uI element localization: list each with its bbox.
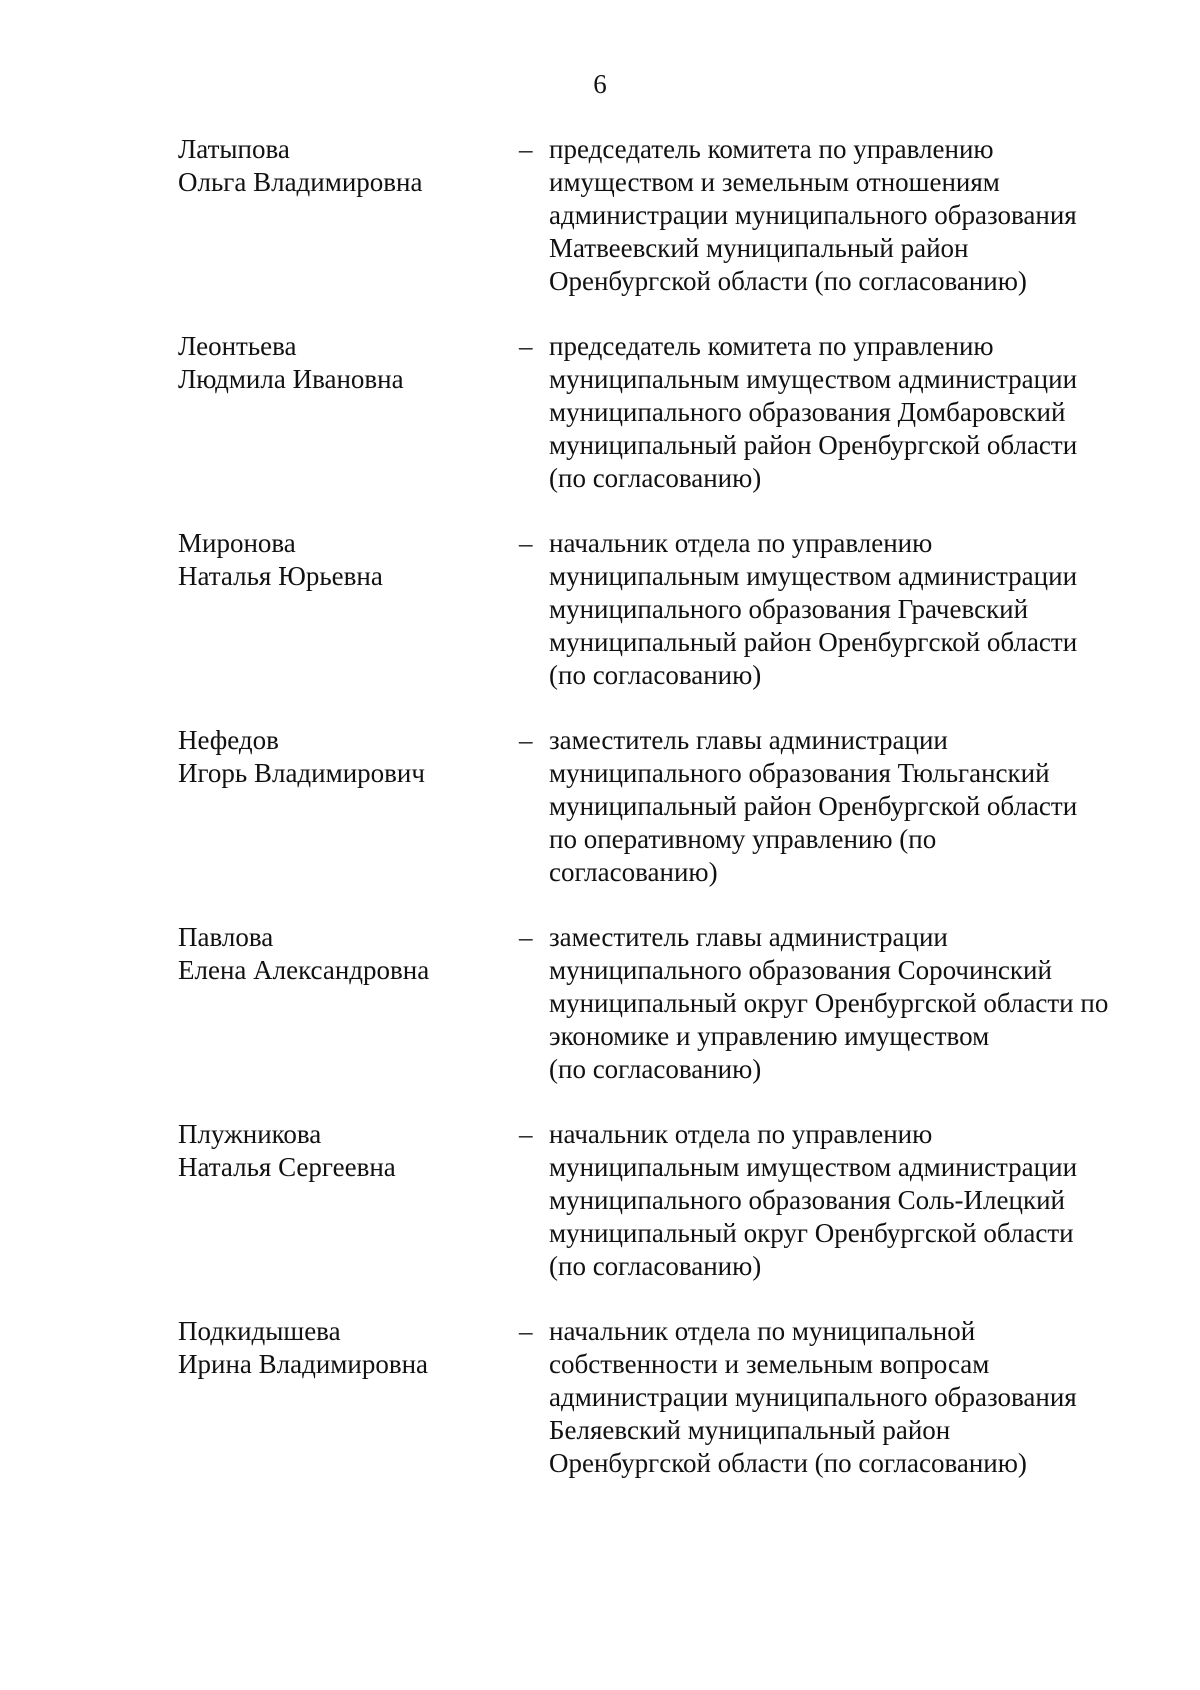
member-name	[178, 1118, 498, 1184]
role-line: заместитель главы администрации	[549, 725, 948, 755]
member-entry	[0, 1315, 1200, 1512]
dash-separator: –	[519, 922, 533, 952]
role-line: имуществом и земельным отношениям	[549, 167, 1000, 197]
role-line: муниципального образования Грачевский	[549, 594, 1029, 624]
member-surname: Плужникова	[178, 1119, 322, 1149]
member-entry	[0, 527, 1200, 724]
role-line: Оренбургской области (по согласованию)	[549, 1448, 1027, 1478]
member-surname: Латыпова	[178, 134, 290, 164]
member-name	[178, 527, 498, 593]
role-line: муниципальный район Оренбургской области	[549, 430, 1078, 460]
member-given-names: Елена Александровна	[178, 955, 430, 985]
member-role	[549, 724, 1149, 889]
member-entry	[0, 921, 1200, 1118]
member-surname: Леонтьева	[178, 331, 297, 361]
member-role	[549, 1315, 1149, 1480]
role-line: Матвеевский муниципальный район	[549, 233, 969, 263]
page-number: 6	[593, 69, 607, 99]
role-line: муниципальный округ Оренбургской области	[549, 1218, 1074, 1248]
role-line: Оренбургской области (по согласованию)	[549, 266, 1027, 296]
role-line: муниципальным имуществом администрации	[549, 561, 1078, 591]
member-surname: Нефедов	[178, 725, 279, 755]
member-given-names: Наталья Юрьевна	[178, 561, 383, 591]
dash-separator: –	[519, 331, 533, 361]
member-given-names: Наталья Сергеевна	[178, 1152, 396, 1182]
member-entry	[0, 724, 1200, 921]
role-line: муниципального образования Домбаровский	[549, 397, 1066, 427]
role-line: муниципального образования Соль-Илецкий	[549, 1185, 1065, 1215]
role-line: (по согласованию)	[549, 463, 762, 493]
role-line: муниципальный район Оренбургской области	[549, 627, 1078, 657]
member-entry	[0, 1118, 1200, 1315]
role-line: по оперативному управлению (по	[549, 824, 937, 854]
role-line: заместитель главы администрации	[549, 922, 948, 952]
dash-separator: –	[519, 528, 533, 558]
dash-separator: –	[519, 725, 533, 755]
role-line: (по согласованию)	[549, 1054, 762, 1084]
member-name	[178, 133, 498, 199]
role-line: экономике и управлению имуществом	[549, 1021, 990, 1051]
member-entry	[0, 330, 1200, 527]
member-name	[178, 921, 498, 987]
role-line: администрации муниципального образования	[549, 1382, 1077, 1412]
dash-separator: –	[519, 1119, 533, 1149]
member-surname: Миронова	[178, 528, 296, 558]
role-line: Беляевский муниципальный район	[549, 1415, 951, 1445]
dash-separator: –	[519, 134, 533, 164]
member-given-names: Ольга Владимировна	[178, 167, 423, 197]
member-role	[549, 1118, 1149, 1283]
role-line: начальник отдела по управлению	[549, 528, 933, 558]
role-line: муниципального образования Сорочинский	[549, 955, 1052, 985]
role-line: согласованию)	[549, 857, 718, 887]
member-name	[178, 330, 498, 396]
role-line: муниципального образования Тюльганский	[549, 758, 1050, 788]
role-line: начальник отдела по муниципальной	[549, 1316, 976, 1346]
member-role	[549, 330, 1149, 495]
member-role	[549, 921, 1149, 1086]
member-name	[178, 1315, 498, 1381]
role-line: начальник отдела по управлению	[549, 1119, 933, 1149]
member-given-names: Людмила Ивановна	[178, 364, 404, 394]
member-name	[178, 724, 498, 790]
role-line: администрации муниципального образования	[549, 200, 1077, 230]
role-line: (по согласованию)	[549, 660, 762, 690]
role-line: муниципальный район Оренбургской области	[549, 791, 1078, 821]
role-line: председатель комитета по управлению	[549, 134, 994, 164]
role-line: муниципальным имуществом администрации	[549, 1152, 1078, 1182]
member-surname: Подкидышева	[178, 1316, 341, 1346]
member-given-names: Игорь Владимирович	[178, 758, 425, 788]
member-entry	[0, 133, 1200, 330]
role-line: муниципальный округ Оренбургской области по	[549, 988, 1109, 1018]
member-surname: Павлова	[178, 922, 274, 952]
member-list	[0, 133, 1200, 1512]
member-role	[549, 527, 1149, 692]
role-line: председатель комитета по управлению	[549, 331, 994, 361]
role-line: собственности и земельным вопросам	[549, 1349, 990, 1379]
member-role	[549, 133, 1149, 298]
dash-separator: –	[519, 1316, 533, 1346]
role-line: муниципальным имуществом администрации	[549, 364, 1078, 394]
member-given-names: Ирина Владимировна	[178, 1349, 429, 1379]
role-line: (по согласованию)	[549, 1251, 762, 1281]
